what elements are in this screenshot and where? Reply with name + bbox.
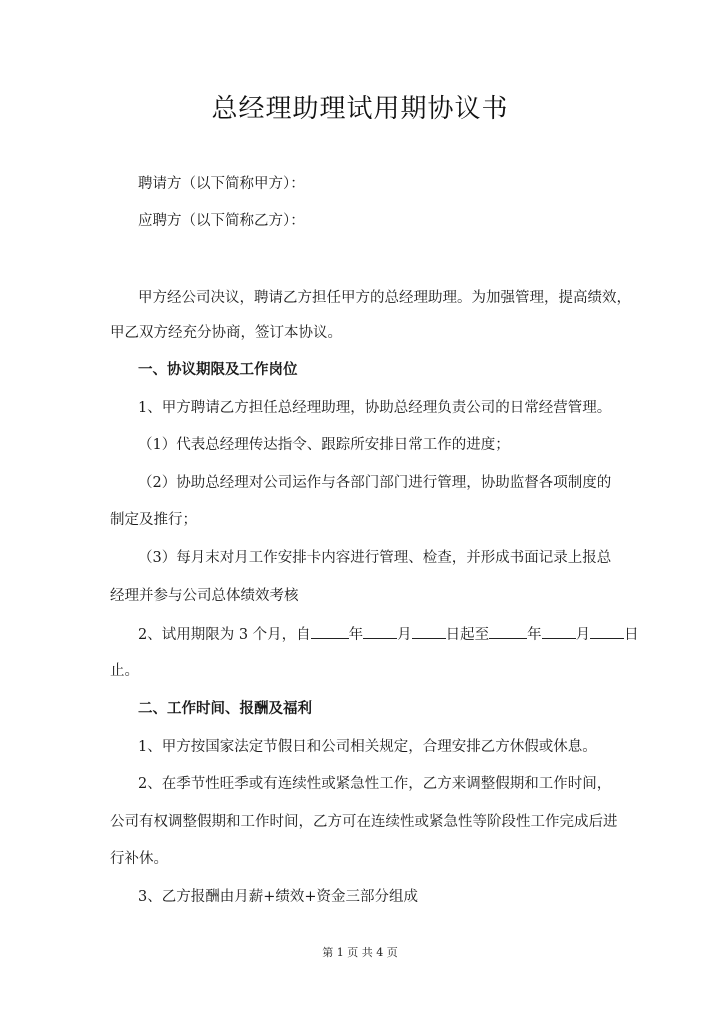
section1-sub-2-line-2: 制定及推行； (110, 512, 197, 528)
section1-heading: 一、协议期限及工作岗位 (138, 361, 298, 378)
start-year-blank (311, 624, 349, 639)
start-month-blank (363, 624, 397, 639)
section2-item-3: 3、乙方报酬由月薪+绩效+资金三部分组成 (138, 889, 419, 905)
start-day-label: 日起至 (445, 627, 490, 643)
section2-item-2-line-2: 公司有权调整假期和工作时间，乙方可在连续性或紧急性等阶段性工作完成后进 (110, 814, 618, 830)
end-year-label: 年 (527, 627, 542, 643)
section1-sub-2-line-1: （2）协助总经理对公司运作与各部门部门进行管理，协助监督各项制度的 (138, 475, 612, 491)
employer-line: 聘请方（以下简称甲方）： (138, 176, 305, 192)
start-month-label: 月 (397, 627, 412, 643)
section2-heading: 二、工作时间、报酬及福利 (138, 700, 312, 717)
end-day-blank (590, 624, 624, 639)
section1-item-2-line-2: 止。 (110, 663, 139, 679)
intro-line-2: 甲乙双方经充分协商，签订本协议。 (110, 325, 342, 341)
employee-line: 应聘方（以下简称乙方）： (138, 213, 305, 229)
end-month-label: 月 (575, 627, 591, 643)
end-year-blank (489, 624, 527, 639)
trial-period-text: 2、试用期限为 3 个月，自 (138, 627, 311, 643)
start-year-label: 年 (348, 627, 364, 643)
start-day-blank (412, 624, 446, 639)
page-footer: 第 1 页 共 4 页 (322, 946, 398, 959)
end-month-blank (542, 624, 576, 639)
section1-sub-3-line-2: 经理并参与公司总体绩效考核 (110, 588, 299, 604)
section1-item-1: 1、甲方聘请乙方担任总经理助理，协助总经理负责公司的日常经营管理。 (138, 400, 612, 416)
section2-item-1: 1、甲方按国家法定节假日和公司相关规定，合理安排乙方休假或休息。 (138, 739, 597, 755)
document-title: 总经理助理试用期协议书 (211, 94, 509, 124)
section1-item-2-line-1 (138, 624, 639, 645)
intro-line-1: 甲方经公司决议，聘请乙方担任甲方的总经理助理。为加强管理，提高绩效， (138, 290, 631, 306)
section2-item-2-line-1: 2、在季节性旺季或有连续性或紧急性工作，乙方来调整假期和工作时间， (138, 776, 612, 792)
section1-sub-3-line-1: （3）每月末对月工作安排卡内容进行管理、检查，并形成书面记录上报总 (138, 550, 612, 566)
section1-sub-1: （1）代表总经理传达指令、跟踪所安排日常工作的进度； (138, 437, 510, 453)
section2-item-2-line-3: 行补休。 (110, 851, 168, 867)
end-day-label: 日 (624, 627, 639, 643)
